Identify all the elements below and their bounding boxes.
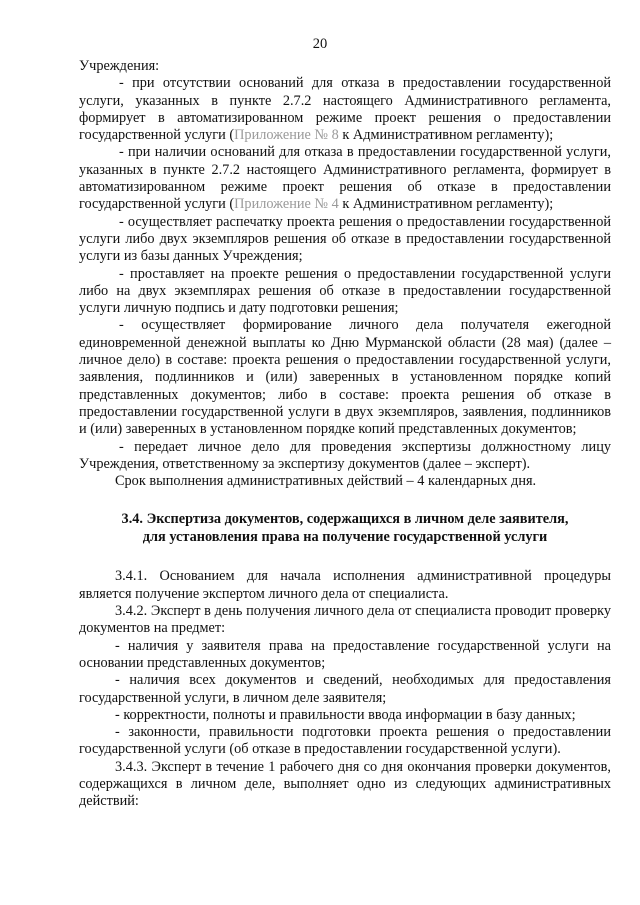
paragraph-check-right: - наличия у заявителя права на предоставление государственной услуги на основании представленных документов; <box>79 637 611 671</box>
paragraph-3-4-1: 3.4.1. Основанием для начала исполнения административной процедуры является получение экспертом личного дела от специалиста. <box>79 568 611 602</box>
paragraph-check-documents: - наличия всех документов и сведений, необходимых для предоставления государственной услуги, в личном деле заявителя; <box>79 672 611 706</box>
paragraph-refusal-draft-text: - при наличии оснований для отказа в предоставлении государственной услуги, указанных в пункте 2.7.2 настоящего Административного регламента, формирует в автоматизированном режиме проект решения об отказе в предоставлении государственной услуги ( <box>79 144 611 213</box>
paragraph-refusal-draft <box>79 144 611 213</box>
paragraph-3-4-2: 3.4.2. Эксперт в день получения личного дела от специалиста проводит проверку документов на предмет: <box>79 603 611 637</box>
paragraph-signature: - проставляет на проекте решения о предоставлении государственной услуги либо на двух экземплярах решения об отказе в предоставлении государственной услуги личную подпись и дату подготовки решения; <box>79 265 611 317</box>
appendix-8-link[interactable]: Приложение № 8 <box>234 127 339 144</box>
page-number: 20 <box>312 36 328 52</box>
paragraph-personal-file: - осуществляет формирование личного дела получателя ежегодной единовременной денежной выплаты ко Дню Мурманской области (28 мая) (далее – личное дело) в составе: проекта решения о предоставлении государственной услуги, заявления, подлинников и (или) заверенных в установленном порядке копий представленных документов; либо в составе: проекта решения об отказе в предоставлении государственной услуги в двух экземпляров, заявления, подлинников и (или) заверенных в установленном порядке копий представленных документов; <box>79 317 611 438</box>
section-heading-line-1: 3.4. Экспертиза документов, содержащихся в личном деле заявителя, <box>121 511 569 528</box>
section-heading-line-2: для установления права на получение государственной услуги <box>142 529 548 546</box>
document-body <box>79 58 611 811</box>
section-heading-3-4 <box>79 510 611 546</box>
paragraph-approval-draft <box>79 75 611 144</box>
appendix-4-link[interactable]: Приложение № 4 <box>234 196 339 213</box>
paragraph-transfer-to-expert: - передает личное дело для проведения экспертизы должностному лицу Учреждения, ответственному за экспертизу документов (далее – эксперт). <box>79 438 611 472</box>
paragraph-check-data-entry: - корректности, полноты и правильности ввода информации в базу данных; <box>115 706 576 723</box>
paragraph-approval-draft-end: к Административном регламенту); <box>338 127 554 144</box>
paragraph-approval-draft-text: - при отсутствии оснований для отказа в предоставлении государственной услуги, указанных в пункте 2.7.2 настоящего Административного регламента, формирует в автоматизированном режиме проект решения о предоставлении государственной услуги ( <box>79 75 611 144</box>
paragraph-deadline: Срок выполнения административных действий – 4 календарных дня. <box>115 473 537 490</box>
paragraph-3-4-3: 3.4.3. Эксперт в течение 1 рабочего дня со дня окончания проверки документов, содержащихся в личном деле, выполняет одно из следующих административных действий: <box>79 758 611 810</box>
paragraph-refusal-draft-end: к Административном регламенту); <box>338 196 554 213</box>
paragraph-printout: - осуществляет распечатку проекта решения о предоставлении государственной услуги либо двух экземпляров решения об отказе в предоставлении государственной услуги из базы данных Учреждения; <box>79 213 611 265</box>
paragraph-check-legality: - законности, правильности подготовки проекта решения о предоставлении государственной услуги (об отказе в предоставлении государственной услуги). <box>79 724 611 758</box>
paragraph-institution-tail: Учреждения: <box>79 58 160 74</box>
